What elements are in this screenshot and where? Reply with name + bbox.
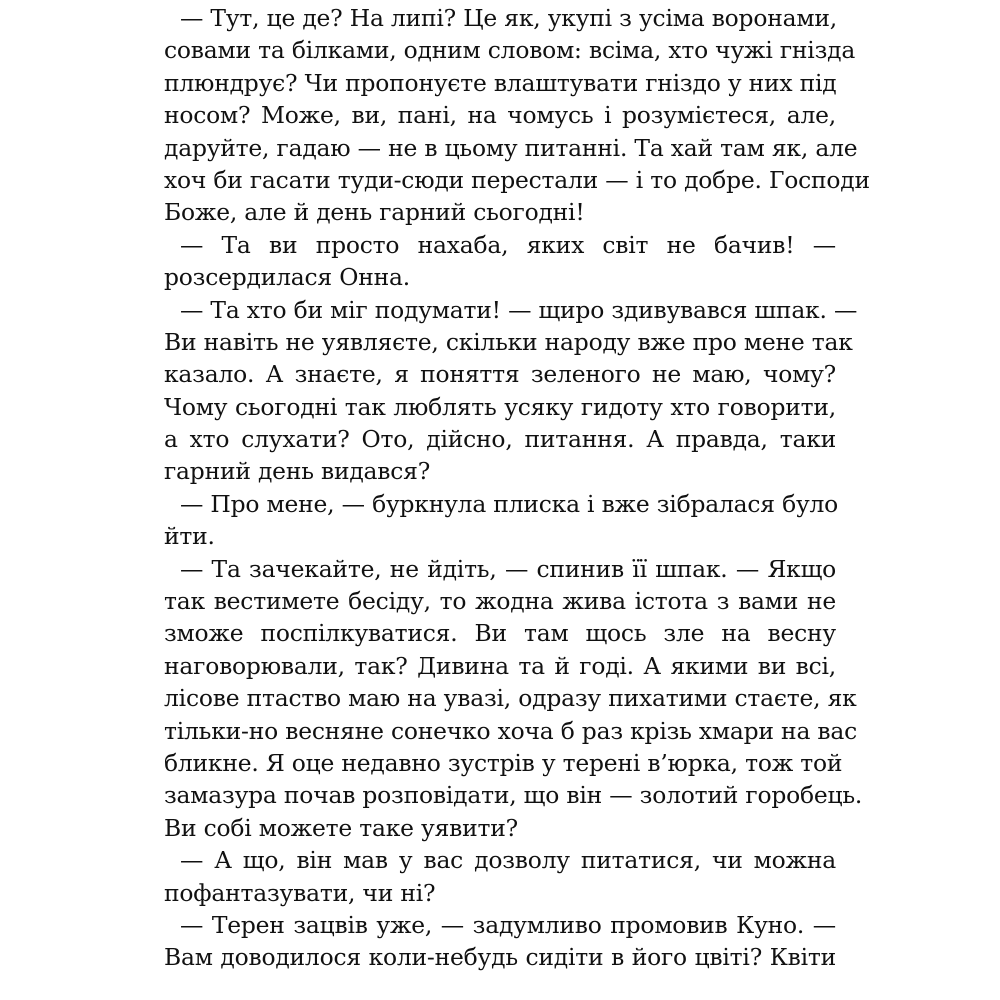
- text-line: хоч би гасати туди-сюди перестали — і то добре. Господи: [164, 165, 870, 194]
- text-line: — Та хто би міг подумати! — щиро здивувався шпак. —: [180, 295, 858, 324]
- paragraph: [164, 294, 858, 488]
- text-line: Вам доводилося коли-небудь сидіти в його цвіті? Квіти: [164, 943, 836, 972]
- text-line: розсердилася Онна.: [164, 263, 410, 292]
- text-line: Ви собі можете таке уявити?: [164, 813, 518, 842]
- text-line: — Тут, це де? На липі? Це як, укупі з усіма воронами,: [180, 4, 837, 32]
- text-line: йти.: [164, 522, 215, 551]
- text-line: Чому сьогодні так люблять усяку гидоту хто говорити,: [164, 392, 836, 421]
- paragraph: [164, 2, 870, 229]
- text-line: Боже, але й день гарний сьогодні!: [164, 198, 585, 227]
- text-line: пофантазувати, чи ні?: [164, 878, 436, 907]
- text-line: — Про мене, — буркнула плиска і вже зібралася було: [180, 489, 839, 518]
- text-line: носом? Може, ви, пані, на чомусь і розумієтеся, але,: [164, 101, 836, 130]
- text-line: совами та білками, одним словом: всіма, хто чужі гнізда: [164, 36, 856, 65]
- text-line: бликне. Я оце недавно зустрів у терені в’юрка, тож той: [164, 748, 843, 777]
- text-line: гарний день видався?: [164, 457, 431, 486]
- text-line: лісове птаство маю на увазі, одразу пихатими стаєте, як: [164, 684, 857, 713]
- text-line: — Та ви просто нахаба, яких світ не бачив! —: [180, 230, 836, 259]
- text-line: — Терен зацвів уже, — задумливо промовив Куно. —: [180, 910, 836, 939]
- text-line: а хто слухати? Ото, дійсно, питання. А правда, таки: [164, 425, 836, 454]
- text-line: — Та зачекайте, не йдіть, — спинив її шпак. — Якщо: [180, 554, 836, 583]
- text-line: зможе поспілкуватися. Ви там щось зле на весну: [164, 619, 836, 648]
- text-line: даруйте, гадаю — не в цьому питанні. Та хай там як, але: [164, 133, 858, 162]
- text-line: — А що, він мав у вас дозволу питатися, чи можна: [180, 846, 836, 875]
- paragraph: [164, 488, 839, 553]
- paragraph: [164, 553, 863, 845]
- book-page: [164, 2, 870, 974]
- text-line: плюндрує? Чи пропонуєте влаштувати гніздо у них під: [164, 68, 837, 97]
- paragraph: [164, 909, 836, 974]
- paragraph: [164, 844, 836, 909]
- paragraph: [164, 229, 836, 294]
- text-line: Ви навіть не уявляєте, скільки народу вже про мене так: [164, 327, 853, 356]
- text-line: замазура почав розповідати, що він — золотий горобець.: [164, 781, 863, 810]
- text-line: наговорювали, так? Дивина та й годі. А якими ви всі,: [164, 651, 836, 680]
- text-line: так вестимете бесіду, то жодна жива істота з вами не: [164, 587, 836, 616]
- text-line: тільки-но весняне сонечко хоча б раз крізь хмари на вас: [164, 716, 858, 745]
- text-line: казало. А знаєте, я поняття зеленого не маю, чому?: [164, 360, 836, 389]
